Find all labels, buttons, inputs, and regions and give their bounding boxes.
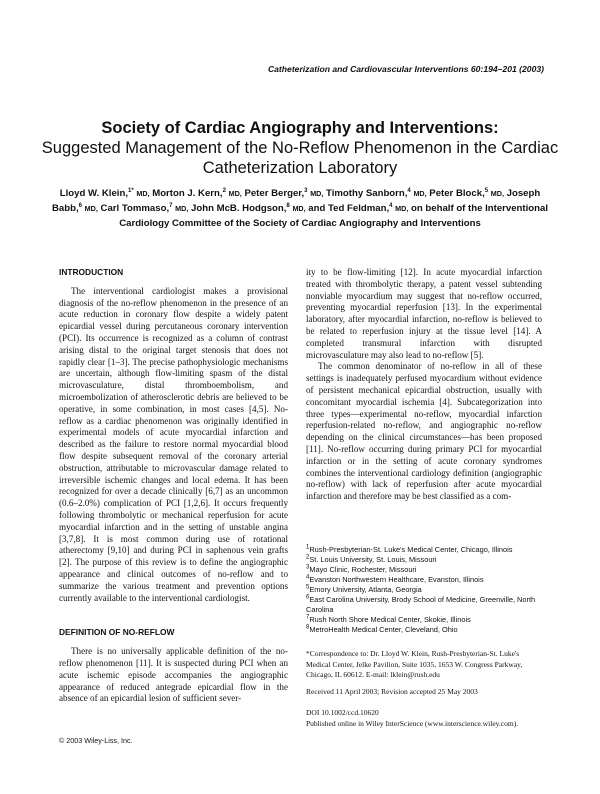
affiliation: $^5$Emory University, Atlanta, Georgia bbox=[306, 584, 422, 594]
author: Peter Berger,$^3$ MD, bbox=[244, 187, 324, 199]
copyright: © 2003 Wiley-Liss, Inc. bbox=[59, 736, 133, 745]
affiliation: $^1$Rush-Presbyterian-St. Luke's Medical Center, Chicago, Illinois bbox=[306, 544, 513, 554]
authors-affiliation-note: on behalf of the Interventional Cardiology Committee of the Society of Cardiac Angiography and Interventions bbox=[119, 203, 548, 229]
definition-paragraph: There is no universally applicable definition of the no-reflow phenomenon [11]. It is suspected during PCI when an acute ischemic episode accompanies the angiographic appearance of reduced antegrade epicardial flow in the absence of an epicardial lesion of sufficient sever- bbox=[59, 646, 288, 704]
body-paragraph: The common denominator of no-reflow in all of these settings is inadequately perfused myocardium without evidence of persistent mechanical epicardial obstruction, usually with concomitant myocardial ischemia [4]. Subcategorization into three types—experimental no-reflow, myocardial infarction reperfusion-related no-reflow, and angiographic no-reflow depending on the clinical circumstances—has been proposed [11]. No-reflow occurring during primary PCI for myocardial infarction or in the setting of acute coronary syndromes combines the interventional cardiology definition (angiographic no-reflow) with lack of reperfusion after acute myocardial infarction and therefore may be best classified as a com- bbox=[306, 361, 542, 502]
affiliation: $^7$Rush North Shore Medical Center, Skokie, Illinois bbox=[306, 614, 471, 624]
doi: DOI 10.1002/ccd.10620 bbox=[306, 708, 379, 717]
doi-block bbox=[306, 708, 542, 729]
author: Lloyd W. Klein,$^{1*}$ MD, bbox=[59, 187, 150, 199]
affiliation: $^3$Mayo Clinic, Rochester, Missouri bbox=[306, 564, 417, 574]
right-column bbox=[306, 267, 542, 503]
received-dates: Received 11 April 2003; Revision accepted 25 May 2003 bbox=[306, 687, 478, 696]
section-heading-definition: DEFINITION OF NO-REFLOW bbox=[59, 627, 175, 638]
affiliations bbox=[306, 545, 542, 635]
author: Morton J. Kern,$^2$ MD, bbox=[152, 187, 242, 199]
author: Peter Block,$^5$ MD, bbox=[429, 187, 504, 199]
journal-citation: Catheterization and Cardiovascular Interventions 60:194–201 (2003) bbox=[267, 64, 544, 74]
body-paragraph: ity to be flow-limiting [12]. In acute myocardial infarction treated with thrombolytic therapy, a patent vessel subtending nonviable myocardium may suggest that no-reflow occurred, preventing myocardial reperfusion [13]. In the experimental laboratory, after myocardial infarction, no-reflow is believed to be related to reperfusion injury at the tissue level [14]. A completed transmural infarction with disrupted microvasculature may also lead to no-reflow [5]. bbox=[306, 267, 542, 360]
article-title bbox=[40, 118, 560, 178]
correspondence-note: *Correspondence to: Dr. Lloyd W. Klein, Rush-Presbyterian-St. Luke's Medical Center, Jelke Pavilion, Suite 1035, 1653 W. Congress Parkway, Chicago, IL 60612. E-mail: lklein@rush.edu bbox=[306, 649, 523, 679]
affiliation: $^2$St. Louis University, St. Louis, Missouri bbox=[306, 554, 437, 564]
author: John McB. Hodgson,$^8$ MD, bbox=[191, 202, 306, 214]
section-heading-introduction: INTRODUCTION bbox=[59, 267, 124, 277]
left-column bbox=[59, 267, 288, 705]
author-list bbox=[52, 186, 548, 231]
author: Carl Tommaso,$^7$ MD, bbox=[100, 202, 189, 214]
title-subtitle: Suggested Management of the No-Reflow Phenomenon in the Cardiac Catheterization Laboratory bbox=[41, 139, 559, 177]
published-online: Published online in Wiley InterScience (www.interscience.wiley.com). bbox=[306, 718, 519, 728]
affiliation: $^4$Evanston Northwestern Healthcare, Evanston, Illinois bbox=[306, 574, 484, 584]
author: Timothy Sanborn,$^4$ MD, bbox=[326, 187, 427, 199]
author: and Ted Feldman,$^4$ MD, bbox=[308, 202, 409, 214]
affiliation: $^8$MetroHealth Medical Center, Cleveland, Ohio bbox=[306, 624, 458, 634]
affiliation: $^6$East Carolina University, Brody School of Medicine, Greenville, North Carolina bbox=[306, 594, 536, 614]
intro-paragraph: The interventional cardiologist makes a provisional diagnosis of the no-reflow phenomenon in the presence of an acute reduction in coronary flow despite a widely patent epicardial vessel during percutaneous coronary intervention (PCI). Its occurrence is recognized as a column of contrast arising distal to the original target stenosis that does not rapidly clear [1–3]. The precise pathophysiologic mechanisms are uncertain, although flow-limiting spasm of the distal microvasculature, distal thromboembolism, and microembolization of atherosclerotic debris are believed to be operative, in some combination, in most cases [4,5]. No-reflow as a cardiac phenomenon was originally identified in experimental models of acute myocardial infarction and described as the failure to restore normal myocardial blood flow despite subsequent removal of the coronary arterial obstruction, attributable to microvascular damage related to irreversible ischemic changes and local edema. It has been recognized for over a decade clinically [6,7] as an uncommon (0.6–2.0%) complication of PCI [1,2,6]. It occurs frequently following thrombolytic or mechanical reperfusion for acute myocardial infarction and in the setting of unstable angina [3,7,8]. It is most common during use of rotational atherectomy [9,10] and during PCI in saphenous vein grafts [2]. The purpose of this review is to define the angiographic appearance and clinical outcomes of no-reflow and to summarize the various treatment and prevention options currently available to the interventional cardiologist. bbox=[59, 285, 288, 603]
author: Joseph Babb,$^6$ MD, bbox=[52, 188, 541, 214]
title-main: Society of Cardiac Angiography and Interventions: bbox=[101, 119, 499, 137]
